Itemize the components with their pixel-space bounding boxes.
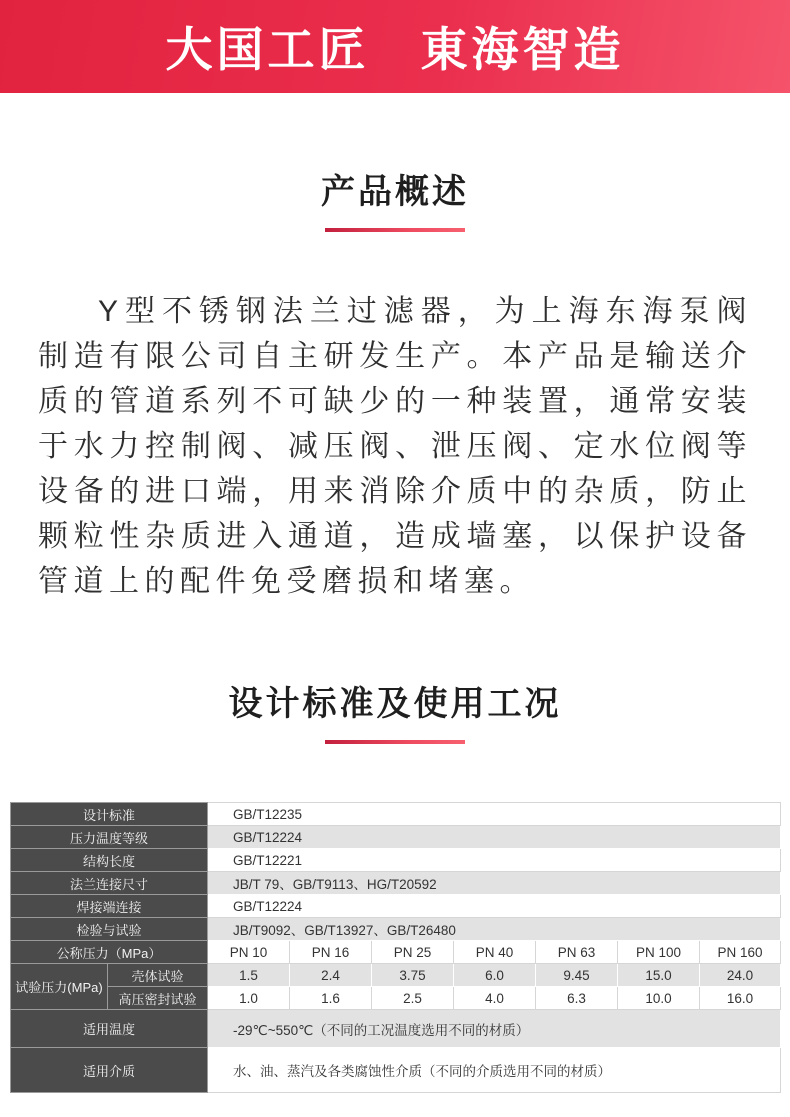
spec-label-cell: 公称压力（MPa） [11,941,208,964]
pn-header-cell: PN 16 [290,941,372,964]
test-value-cell: 15.0 [618,964,700,987]
test-value-cell: 24.0 [700,964,781,987]
spec-label-cell: 压力温度等级 [11,826,208,849]
pn-header-cell: PN 160 [700,941,781,964]
nominal-pressure-row [11,941,781,964]
spec-label-cell: 焊接端连接 [11,895,208,918]
table-row [11,849,781,872]
pn-header-cell: PN 10 [208,941,290,964]
table-row [11,895,781,918]
standards-section-title: 设计标准及使用工况 [228,685,562,723]
overview-section-title: 产品概述 [321,173,469,211]
test-value-cell: 1.5 [208,964,290,987]
spec-label-cell: 设计标准 [11,803,208,826]
test-value-cell: 9.45 [536,964,618,987]
table-row [11,872,781,895]
shell-test-row [11,964,781,987]
test-value-cell: 1.0 [208,987,290,1010]
overview-paragraph: Y型不锈钢法兰过滤器，为上海东海泵阀制造有限公司自主研发生产。本产品是输送介质的管道系列不可缺少的一种装置，通常安装于水力控制阀、减压阀、泄压阀、定水位阀等设备的进口端，用来消除介质中的杂质，防止颗粒性杂质进入通道，造成墙塞，以保护设备管道上的配件免受磨损和堵塞。 [38,295,752,598]
test-row-label-cell: 壳体试验 [108,964,208,987]
pn-header-cell: PN 100 [618,941,700,964]
medium-row [11,1048,781,1093]
test-value-cell: 3.75 [372,964,454,987]
pn-header-cell: PN 40 [454,941,536,964]
test-value-cell: 6.3 [536,987,618,1010]
test-group-label-cell: 试验压力(MPa) [11,964,108,1010]
spec-value-cell: GB/T12235 [208,803,781,826]
test-value-cell: 4.0 [454,987,536,1010]
table-row [11,918,781,941]
pn-header-cell: PN 25 [372,941,454,964]
spec-value-cell: -29℃~550℃（不同的工况温度选用不同的材质） [208,1010,781,1048]
spec-label-cell: 适用介质 [11,1048,208,1093]
test-row-label-cell: 高压密封试验 [108,987,208,1010]
spec-label-cell: 法兰连接尺寸 [11,872,208,895]
test-value-cell: 6.0 [454,964,536,987]
test-value-cell: 16.0 [700,987,781,1010]
spec-value-cell: GB/T12224 [208,826,781,849]
test-value-cell: 10.0 [618,987,700,1010]
top-banner [0,0,790,93]
spec-label-cell: 适用温度 [11,1010,208,1048]
pn-header-cell: PN 63 [536,941,618,964]
test-value-cell: 2.4 [290,964,372,987]
table-row [11,826,781,849]
temperature-row [11,1010,781,1048]
test-value-cell: 2.5 [372,987,454,1010]
spec-value-cell: 水、油、蒸汽及各类腐蚀性介质（不同的介质选用不同的材质） [208,1048,781,1093]
spec-label-cell: 检验与试验 [11,918,208,941]
test-value-cell: 1.6 [290,987,372,1010]
spec-value-cell: JB/T 79、GB/T9113、HG/T20592 [208,872,781,895]
standards-title-underline [325,740,465,744]
banner-title: 大国工匠 東海智造 [165,23,625,76]
spec-table [10,802,781,1093]
spec-label-cell: 结构长度 [11,849,208,872]
spec-value-cell: GB/T12224 [208,895,781,918]
spec-value-cell: JB/T9092、GB/T13927、GB/T26480 [208,918,781,941]
table-row [11,803,781,826]
overview-title-underline [325,228,465,232]
spec-value-cell: GB/T12221 [208,849,781,872]
seal-test-row [11,987,781,1010]
